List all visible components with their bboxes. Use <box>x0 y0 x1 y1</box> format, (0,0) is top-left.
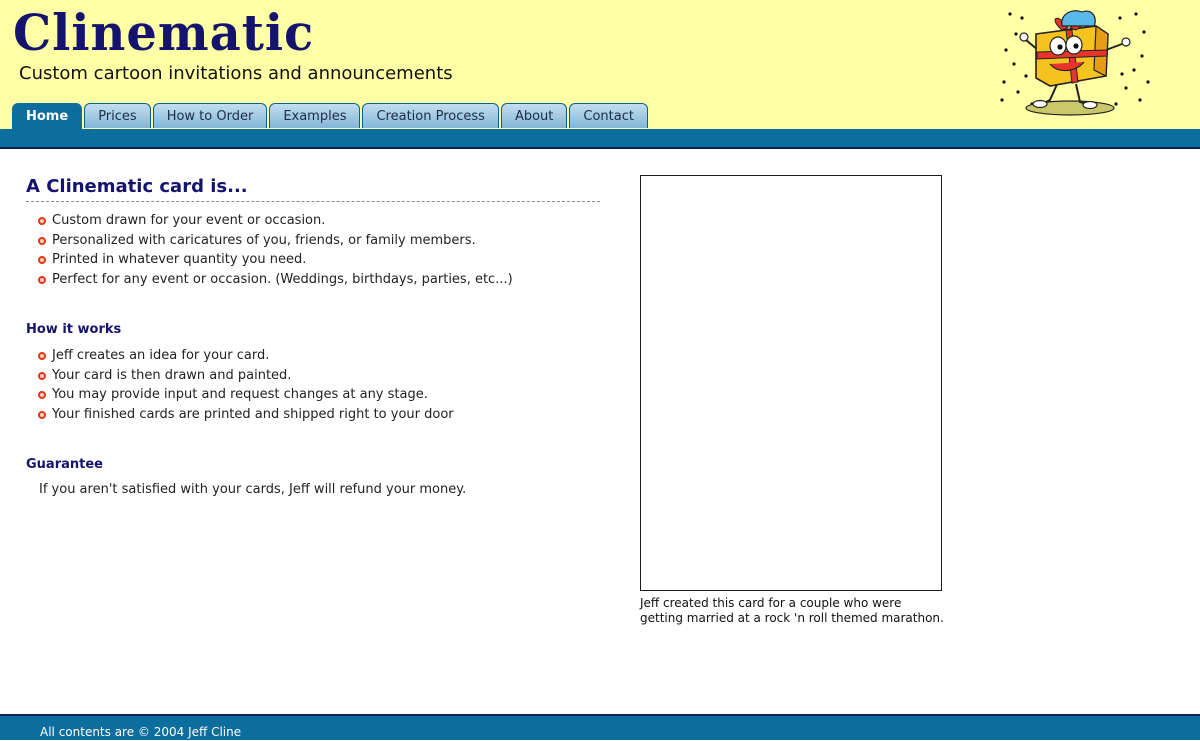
list-item <box>38 250 600 270</box>
guarantee-text: If you aren't satisfied with your cards, Jeff will refund your money. <box>39 481 467 497</box>
list-item-text: You may provide input and request changes at any stage. <box>52 387 428 403</box>
list-item-text: Perfect for any event or occasion. (Weddings, birthdays, parties, etc...) <box>52 272 513 288</box>
main-nav-tabs <box>12 103 650 129</box>
tab-contact[interactable]: Contact <box>569 103 648 128</box>
how-it-works-heading: How it works <box>26 321 122 337</box>
guarantee-heading: Guarantee <box>26 456 103 472</box>
gift-box-mascot-icon <box>996 4 1156 118</box>
site-footer <box>0 714 1200 740</box>
sample-card-caption: Jeff created this card for a couple who were getting married at a rock 'n roll themed marathon. <box>640 596 944 625</box>
list-item-text: Personalized with caricatures of you, friends, or family members. <box>52 232 476 248</box>
copyright-text: All contents are © 2004 Jeff Cline <box>40 725 242 739</box>
tab-prices[interactable]: Prices <box>84 103 151 128</box>
list-item <box>38 231 600 251</box>
bullet-icon <box>38 256 46 264</box>
nav-bar <box>0 129 1200 149</box>
how-it-works-list <box>26 346 600 425</box>
list-item-text: Custom drawn for your event or occasion. <box>52 213 326 228</box>
bullet-icon <box>38 391 46 399</box>
list-item <box>38 270 600 290</box>
bullet-icon <box>38 276 46 284</box>
tab-how-to-order[interactable]: How to Order <box>153 103 268 128</box>
tab-creation-process[interactable]: Creation Process <box>362 103 498 128</box>
list-item <box>38 211 600 231</box>
tab-examples[interactable]: Examples <box>269 103 360 128</box>
site-header <box>0 0 1200 129</box>
card-features-list <box>26 211 600 290</box>
list-item <box>38 346 600 366</box>
tab-home[interactable]: Home <box>12 103 82 129</box>
list-item <box>38 405 600 425</box>
site-tagline: Custom cartoon invitations and announcements <box>19 63 453 84</box>
bullet-icon <box>38 217 46 225</box>
bullet-icon <box>38 372 46 380</box>
list-item <box>38 385 600 405</box>
bullet-icon <box>38 411 46 419</box>
list-item <box>38 366 600 386</box>
bullet-icon <box>38 237 46 245</box>
main-content <box>26 174 600 500</box>
list-item-text: Printed in whatever quantity you need. <box>52 252 307 268</box>
page-title: A Clinematic card is... <box>26 174 600 202</box>
list-item-text: Your card is then drawn and painted. <box>52 367 292 383</box>
list-item-text: Your finished cards are printed and shipped right to your door <box>52 406 454 422</box>
tab-about[interactable]: About <box>501 103 567 128</box>
list-item-text: Jeff creates an idea for your card. <box>52 347 270 363</box>
bullet-icon <box>38 352 46 360</box>
site-logo[interactable]: Clinematic <box>13 3 315 62</box>
sample-card-image[interactable] <box>640 175 942 591</box>
